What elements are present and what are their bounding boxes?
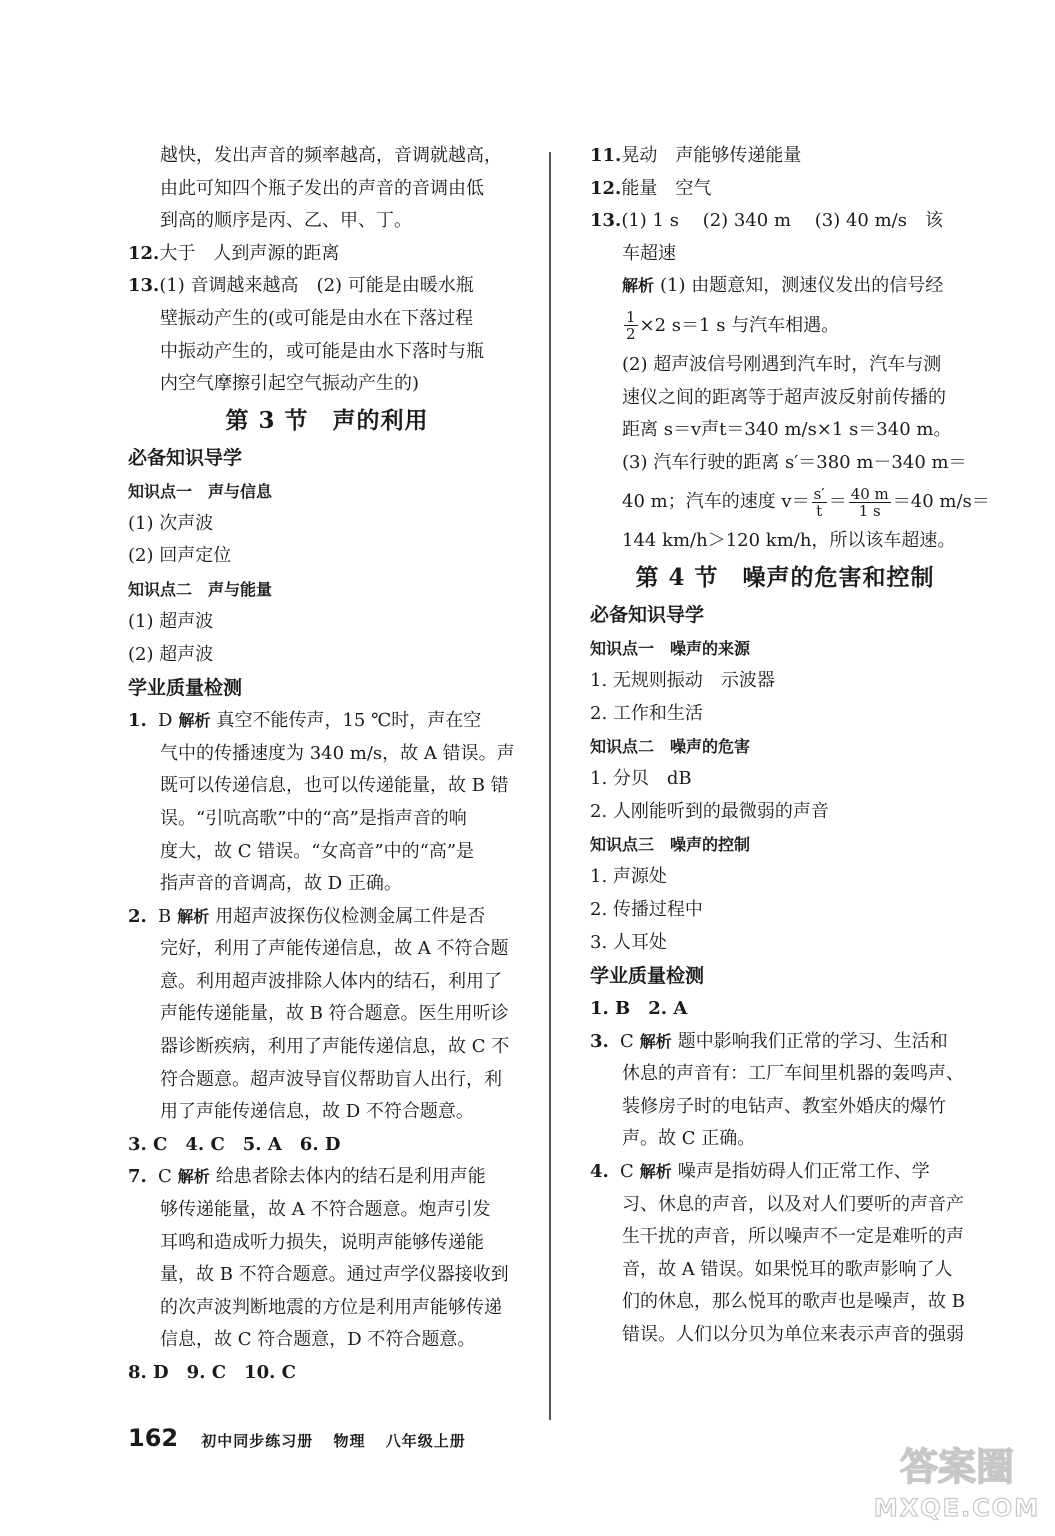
answers-8-10: 8. D 9. C 10. C: [128, 1362, 296, 1383]
question-number: 13.: [128, 275, 160, 297]
text-line: 习、休息的声音，以及对人们要听的声音产: [622, 1193, 964, 1215]
knowledge-point-title: 知识点一 声与信息: [128, 481, 273, 501]
question-number: 12.: [128, 242, 160, 264]
text-line: 耳鸣和造成听力损失，说明声能够传递能: [160, 1231, 484, 1253]
question-number: 4.: [590, 1161, 609, 1183]
question-number: 2.: [128, 905, 147, 927]
answer-text: (1) 音调越来越高 (2) 可能是由暖水瓶: [159, 275, 474, 297]
text-line: 装修房子时的电钻声、教室外婚庆的爆竹: [622, 1095, 946, 1117]
list-item: (1) 超声波: [128, 610, 214, 632]
answer-text: 噪声是指妨碍人们正常工作、学: [677, 1161, 930, 1183]
list-item: 2. 工作和生活: [590, 702, 703, 724]
list-item: 1. 无规则振动 示波器: [590, 669, 775, 691]
fraction-numerator: 1: [626, 308, 636, 327]
answer-13: [590, 205, 980, 238]
text-line: 车超速: [622, 242, 676, 264]
watermark-logo: [870, 1436, 1045, 1524]
watermark-glyphs: 答案圈: [899, 1445, 1015, 1489]
answer-text: 真空不能传声，15 ℃时，声在空: [216, 710, 482, 732]
list-item: (1) 次声波: [128, 512, 214, 534]
fraction-denominator: 1 s: [858, 501, 881, 520]
left-column: [128, 140, 526, 1390]
right-column: [590, 140, 990, 1352]
text-line: 的次声波判断地震的方位是利用声能够传递: [160, 1296, 502, 1318]
text-line: 用了声能传递信息，故 D 不符合题意。: [160, 1101, 474, 1123]
list-item: 2. 人刚能听到的最微弱的声音: [590, 800, 829, 822]
answer-7: [128, 1161, 526, 1194]
question-number: 11.: [590, 145, 622, 166]
answer-2: [128, 901, 526, 934]
text-line: 距离 s＝v声t＝340 m/s×1 s＝340 m。: [622, 419, 952, 441]
answer-choice: D: [158, 710, 173, 732]
answer-13: [128, 270, 526, 303]
answer-4: [590, 1156, 980, 1189]
subsection-title: 学业质量检测: [128, 677, 243, 700]
book-info: [201, 1432, 480, 1450]
text-line: 声能传递能量，故 B 符合题意。医生用听诊: [160, 1003, 509, 1025]
answer-choice: C: [620, 1161, 634, 1183]
text-line: 误。“引吭高歌”中的“高”是指声音的响: [160, 807, 467, 829]
knowledge-point-title: 知识点三 噪声的控制: [590, 835, 751, 855]
knowledge-point-title: 知识点二 噪声的危害: [590, 737, 751, 757]
analysis-text: (1) 由题意知，测速仪发出的信号经: [660, 275, 944, 297]
watermark-logo-icon: [870, 1436, 1045, 1524]
question-number: 3.: [590, 1030, 609, 1052]
text-line: 越快，发出声音的频率越高，音调就越高，: [160, 145, 502, 166]
text-line: 器诊断疾病，利用了声能传递信息，故 C 不: [160, 1036, 510, 1058]
answer-choice: B: [158, 905, 172, 927]
question-number: 13.: [590, 210, 622, 232]
fraction-numerator: s′: [813, 484, 825, 503]
text-line: 们的休息，那么悦耳的歌声也是噪声，故 B: [622, 1291, 965, 1313]
answer-11: [590, 140, 980, 173]
question-number: 1.: [128, 710, 147, 732]
analysis-text: 40 m；汽车的速度 v＝: [622, 491, 810, 513]
fraction-numerator: 40 m: [850, 484, 889, 503]
text-line: 量，故 B 不符合题意。通过声学仪器接收到: [160, 1264, 509, 1286]
answer-choice: C: [158, 1166, 172, 1188]
text-line: 错误。人们以分贝为单位来表示声音的强弱: [622, 1324, 964, 1346]
page-number: 162: [128, 1424, 179, 1452]
text-line: 中振动产生的，或可能是由水下落时与瓶: [160, 340, 484, 362]
answer-text: 题中影响我们正常的学习、生活和: [677, 1030, 948, 1052]
analysis-label: 解析: [622, 276, 655, 296]
answer-text: 能量 空气: [621, 177, 712, 199]
list-item: 1. 分贝 dB: [590, 768, 692, 790]
analysis-label: 解析: [177, 906, 210, 926]
subject: 物理: [333, 1432, 366, 1450]
knowledge-point-title: 知识点一 噪声的来源: [590, 638, 751, 658]
answer-3: [590, 1026, 980, 1059]
text-line: 信息，故 C 符合题意，D 不符合题意。: [160, 1329, 476, 1351]
answer-12: [128, 238, 526, 271]
question-number: 12.: [590, 177, 622, 199]
text-line: 由此可知四个瓶子发出的声音的音调由低: [160, 177, 484, 199]
text-line: 速仪之间的距离等于超声波反射前传播的: [622, 386, 946, 408]
analysis-text: ＝40 m/s＝: [892, 491, 990, 513]
answer-text: 用超声波探伤仪检测金属工件是否: [215, 905, 486, 927]
list-item: 1. 声源处: [590, 866, 667, 888]
text-line: 完好，利用了声能传递信息，故 A 不符合题: [160, 938, 509, 960]
section-title: 第 3 节 声的利用: [225, 406, 429, 434]
answer-12: [590, 173, 980, 206]
answer-text: 大于 人到声源的距离: [159, 242, 340, 264]
text-line: 意。利用超声波排除人体内的结石，利用了: [160, 970, 502, 992]
text-line: 144 km/h＞120 km/h，所以该车超速。: [622, 530, 956, 552]
book-title: 初中同步练习册: [201, 1432, 314, 1450]
answer-1: [128, 705, 526, 738]
fraction-denominator: t: [816, 501, 823, 520]
watermark-domain: MXQE.COM: [873, 1494, 1041, 1522]
text-line: 到高的顺序是丙、乙、甲、丁。: [160, 210, 412, 232]
analysis-text: ×2 s＝1 s 与汽车相遇。: [639, 314, 840, 336]
column-divider: [549, 152, 551, 1420]
answer-text: 给患者除去体内的结石是利用声能: [215, 1166, 486, 1188]
fraction-half: [624, 309, 638, 342]
fraction-velocity: [812, 486, 827, 519]
knowledge-point-title: 知识点二 声与能量: [128, 579, 273, 599]
text-line: 内空气摩擦引起空气振动产生的): [160, 373, 420, 395]
text-line: 气中的传播速度为 340 m/s，故 A 错误。声: [160, 742, 515, 764]
subsection-title: 必备知识导学: [590, 603, 705, 626]
text-line: (3) 汽车行驶的距离 s′＝380 m－340 m＝: [622, 451, 967, 473]
text-line: 声。故 C 正确。: [622, 1128, 756, 1150]
analysis-line-fraction: [590, 479, 990, 525]
answers-3-6: 3. C 4. C 5. A 6. D: [128, 1133, 341, 1155]
analysis-line-fraction: [590, 303, 980, 349]
list-item: (2) 回声定位: [128, 545, 232, 567]
text-line: 生干扰的声音，所以噪声不一定是难听的声: [622, 1226, 964, 1248]
text-line: 够传递能量，故 A 不符合题意。炮声引发: [160, 1199, 491, 1221]
analysis-label: 解析: [177, 1167, 210, 1187]
answer-choice: C: [620, 1030, 634, 1052]
list-item: (2) 超声波: [128, 643, 214, 665]
fraction-values: [849, 486, 891, 519]
text-line: 度大，故 C 错误。“女高音”中的“高”是: [160, 840, 475, 862]
grade: 八年级上册: [385, 1432, 466, 1450]
question-number: 7.: [128, 1166, 147, 1188]
page-footer: [128, 1418, 480, 1458]
analysis-label: 解析: [178, 711, 211, 731]
fraction-denominator: 2: [626, 325, 636, 344]
subsection-title: 必备知识导学: [128, 446, 243, 469]
subsection-title: 学业质量检测: [590, 965, 705, 988]
list-item: 3. 人耳处: [590, 931, 667, 953]
text-line: 壁振动产生的(或可能是由水在下落过程: [160, 307, 474, 329]
text-line: 音，故 A 错误。如果悦耳的歌声影响了人: [622, 1258, 953, 1280]
answer-text: 晃动 声能够传递能量: [621, 145, 802, 166]
text-line: 既可以传递信息，也可以传递能量，故 B 错: [160, 775, 509, 797]
section-title: 第 4 节 噪声的危害和控制: [635, 563, 935, 591]
answer-text: (1) 1 s (2) 340 m (3) 40 m/s 该: [621, 210, 943, 232]
analysis-label: 解析: [639, 1031, 672, 1051]
answers-1-2: 1. B 2. A: [590, 998, 688, 1020]
text-line: 休息的声音有：工厂车间里机器的轰鸣声、: [622, 1063, 964, 1085]
analysis-line: [590, 270, 980, 303]
text-line: 符合题意。超声波导盲仪帮助盲人出行，利: [160, 1068, 502, 1090]
equals-sign: ＝: [828, 491, 847, 513]
text-line: (2) 超声波信号刚遇到汽车时，汽车与测: [622, 353, 942, 375]
analysis-label: 解析: [639, 1162, 672, 1182]
list-item: 2. 传播过程中: [590, 898, 703, 920]
text-line: 指声音的音调高，故 D 正确。: [160, 873, 402, 895]
